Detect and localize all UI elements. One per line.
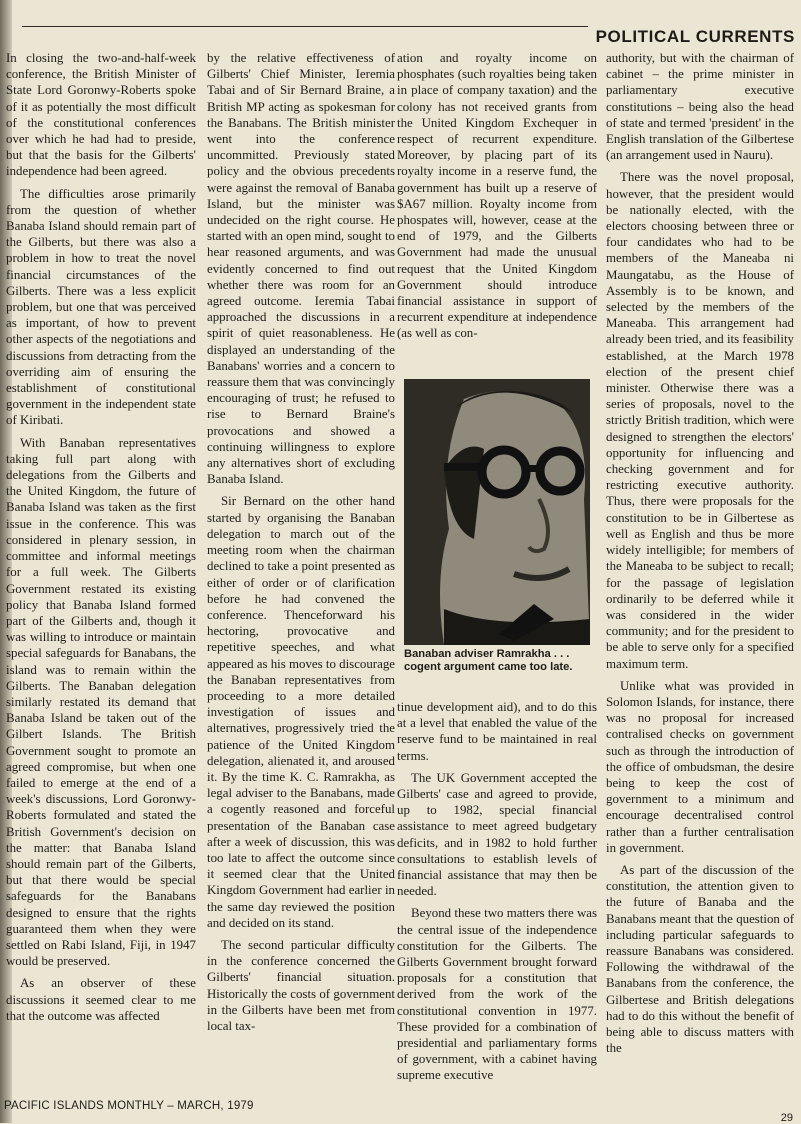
column-2 bbox=[207, 50, 395, 1040]
paragraph: ation and royalty income on phosphates (such royalties being taken in place of company taxation) and the colony has not received grants from the United Kingdom Exchequer in respect of recurrent expenditure. Moreover, by placing part of its royalty income in a reserve fund, the government has built up a reserve of $A67 million. Royalty income from phospates will, however, cease at the end of 1979, and the Gilberts Government had made the unusual request that the United Kingdom Government should introduce financial assistance in support of recurrent expenditure at independence (as well as con- bbox=[397, 51, 597, 341]
footer-publication: PACIFIC ISLANDS MONTHLY – MARCH, 1979 bbox=[4, 1100, 254, 1112]
column-3-bottom bbox=[397, 699, 597, 1090]
portrait-illustration bbox=[404, 379, 590, 645]
section-header: POLITICAL CURRENTS bbox=[595, 27, 795, 46]
paragraph: With Banaban representatives taking full part along with delegations from the Gilberts and the United Kingdom, the future of Banaba Island was taken as the first issue in the conference. This was considered in plenary session, in committee and informal meetings for a full week. The Gilberts Government restated its existing policy that Banaba Island formed part of the Gilberts and, though it was willing to introduce or maintain special safeguards for Banabans, the island was to remain within the Gilberts. The Banaban delegation similarly restated its demand that Banaba Island be taken out of the Gilbert Islands. The British Government sought to promote an agreed compromise, but when one failed to emerge at the end of a week's discussions, Lord Goronwy-Roberts formulated and stated the British Government's decision on the matter: that Banaba Island should remain part of the Gilberts, but that there would be special safeguards for the Banabans designed to ensure that the rights guaranteed them when they were settled on Rabi Island, Fiji, in 1947 would be preserved. bbox=[6, 435, 196, 969]
paragraph: Sir Bernard on the other hand started by organising the Banaban delegation to march out of the meeting room when the chairman declined to take a point presented as either of order or of clarification before he had convened the conference. Thenceforward his hectoring, provocative and repetitive speeches, and what appeared as his moves to discourage the Banaban representatives from proceeding to a more detailed investigation of issues and alternatives, progressively tried the patience of the United Kingdom delegation, alienated it, and aroused it. By the time K. C. Ramrakha, as legal adviser to the Banabans, made a cogently reasoned and forceful presentation of the Banaban case after a week of discussion, this was too late to affect the outcome since it seemed clear that the United Kingdom Government had earlier in the same day reviewed the position and decided on its stand. bbox=[207, 494, 395, 930]
paragraph: The difficulties arose primarily from the question of whether Banaba Island should remain part of the Gilberts, but there was also a problem in how to treat the novel financial circumstances of the Gilberts. There was a less explicit problem, but one that was perceived as important, of how to prevent other aspects of the negotiations and discussions from detracting from the overriding aim of ensuring the establishment of constitutional government in the independent state of Kiribati. bbox=[6, 186, 196, 428]
paragraph: There was the novel proposal, however, that the president would be nationally elected, with the electors choosing between three or four candidates who had to be members of the Maneaba ni Maungatabu, as the House of Assembly is to be known, and selected by the members of the Maneaba. This arrangement had already been tried, and its feasibility established, at the March 1978 election of the present chief minister. Otherwise there was a series of proposals, novel to the strictly British tradition, which were designed to strengthen the electors' opportunity for influencing and checking government and for restricting executive authority. Thus, there were proposals for the constitution to be in Gilbertese as well as English and thus be more widely intelligible; for members of the Maneaba to be subject to recall; for the passage of legislation ordinarily to be deferred while it was considered in the wider community; and for the president to be able to serve only for a specified maximum term. bbox=[606, 170, 794, 671]
portrait-photo bbox=[404, 379, 590, 645]
paragraph: Unlike what was provided in Solomon Islands, for instance, there was no proposal for increased contralised checks on government such as through the introduction of the office of ombudsman, the desire being to keep the cost of government to a minimum and encourage decentralised control rather than a further centralisation in government. bbox=[606, 678, 794, 855]
paragraph: The second particular difficulty in the conference concerned the Gilberts' financial situation. Historically the costs of government in the Gilberts have been met from local tax- bbox=[207, 937, 395, 1033]
page-number: 29 bbox=[780, 1112, 793, 1124]
photo-caption: Banaban adviser Ramrakha . . . cogent argument came too late. bbox=[404, 648, 573, 673]
header-rule bbox=[22, 26, 588, 27]
paragraph: As an observer of these discussions it seemed clear to me that the outcome was affected bbox=[6, 976, 196, 1023]
paragraph: The UK Government accepted the Gilberts' case and agreed to provide, up to 1982, special financial assistance to meet agreed budgetary deficits, and in 1982 to hold further consultations to establish levels of financial assistance that may then be needed. bbox=[397, 770, 597, 899]
paragraph: tinue development aid), and to do this at a level that enabled the value of the reserve fund to be maintained in real terms. bbox=[397, 700, 597, 763]
paragraph: In closing the two-and-half-week conference, the British Minister of State Lord Goronwy-Roberts spoke of it as potentially the most difficult of the constitutional conferences over which he had had to preside, but that the basis for the Gilberts' independence had been agreed. bbox=[6, 51, 196, 179]
paragraph: authority, but with the chairman of cabinet – the prime minister in parliamentary executive constitutions – being also the head of state and termed 'president' in the English translation of the Gilbertese (an arrangement used in Nauru). bbox=[606, 51, 794, 163]
column-1 bbox=[6, 50, 196, 1030]
paragraph: by the relative effectiveness of Gilberts' Chief Minister, Ieremia Tabai and of Sir Bernard Braine, a British MP acting as spokesman for the Banabans. The British minister went into the conference uncommitted. Previously stated policy and the obvious precedents were against the removal of Banaba Island, but the minister was undecided on the right course. He started with an open mind, sought to hear reasoned arguments, and was evidently concerned to find out whether there was room for an agreed outcome. Ieremia Tabai approached the discussions in a spirit of quiet reasonableness. He displayed an understanding of the Banabans' worries and a concern to reassure them that was convincingly encouraging of trust; he refused to rise to Bernard Braine's provocations and showed a continuing willingness to explore any alternatives short of excluding Banaba Island. bbox=[207, 51, 395, 487]
paragraph: As part of the discussion of the constitution, the attention given to the future of Banaba and the Banabans meant that the question of including particular safeguards to reassure Banabans was considered. Following the withdrawal of the Banabans from the conference, the Gilbertese and British delegations had to do this without the benefit of being able to discuss matters with the bbox=[606, 862, 794, 1056]
column-4 bbox=[606, 50, 794, 1062]
paragraph: Beyond these two matters there was the central issue of the independence constitution for the Gilberts. The Gilberts Government brought forward proposals for a constitution that derived from the work of the constitutional convention in 1977. These provided for a combination of presidential and parliamentary forms of government, with a cabinet having supreme executive bbox=[397, 906, 597, 1083]
column-3-top bbox=[397, 50, 597, 348]
